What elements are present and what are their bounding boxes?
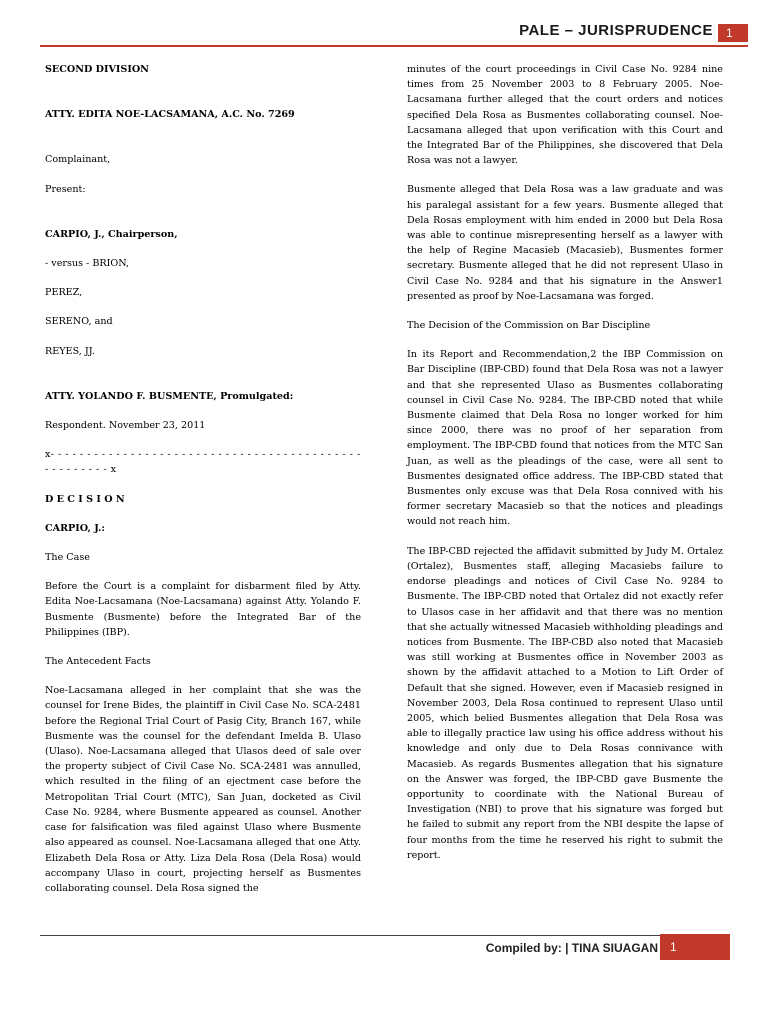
footer-divider [40,935,728,936]
complainant-name: ATTY. EDITA NOE-LACSAMANA, A.C. No. 7269 [45,109,295,121]
ponente-line: CARPIO, J.: [45,522,105,534]
header-divider [40,45,748,47]
justice-sereno: SERENO, and [45,316,113,328]
footer-page-number: 1 [660,934,730,960]
justice-perez: PEREZ, [45,287,83,299]
section-heading-antecedent-facts: The Antecedent Facts [45,656,151,668]
decision-heading: D E C I S I O N [45,493,125,505]
section-heading-the-case: The Case [45,552,90,564]
chairperson-line: CARPIO, J., Chairperson, [45,228,178,240]
versus-line: - versus - BRION, [45,258,130,270]
paragraph-cbd-report: In its Report and Recommendation,2 the IBP Commission on Bar Discipline (IBP-CBD) found that Dela Rosa was not a lawyer and that she represented Ulaso as Busmentes collaborating counsel in Civil Case No. 9284. The IBP-CBD noted that while Busmente claimed that Dela Rosa no longer worked for him since 2000, there was no proof of her separation from employment. The IBP-CBD found that notices from the MTC San Juan, as well as the pleadings of the case, were all sent to Busmentes designated office address. The IBP-CBD stated that Busmentes only excuse was that Dela Rosa connived with his former secretary Macasieb so that the notices and pleadings would not reach him. [407,349,723,528]
paragraph-antecedent-facts: Noe-Lacsamana alleged in her complaint that she was the counsel for Irene Bides, the plaintiff in Civil Case No. SCA-2481 before the Regional Trial Court of Pasig City, Branch 167, while Busmente was the counsel for the defendant Imelda B. Ulaso (Ulaso). Noe-Lacsamana alleged that Ulasos deed of sale over the property subject of Civil Case No. SCA-2481 was annulled, which resulted in the filing of an ejectment case before the Metropolitan Trial Court (MTC), San Juan, docketed as Civil Case No. 9284, where Busmente appeared as counsel. Another case for falsification was filed against Ulaso where Busmente also appeared as counsel. Noe-Lacsamana alleged that one Atty. Elizabeth Dela Rosa or Atty. Liza Dela Rosa (Dela Rosa) would accompany Ulaso in court, projecting herself as Busmentes collaborating counsel. Dela Rosa signed the [45,685,361,894]
complainant-label: Complainant, [45,154,111,166]
separator-line: x- - - - - - - - - - - - - - - - - - - - - - - - - - - - - - - - - - - - - - - - - - - - - - - - - - - - x [45,449,361,476]
right-column [407,62,723,863]
paragraph-minutes-continuation: minutes of the court proceedings in Civil Case No. 9284 nine times from 25 November 2003 to 8 February 2005. Noe-Lacsamana further alleged that the court orders and notices specified Dela Rosa as Busmentes collaborating counsel. Noe-Lacsamana alleged that upon verification with this Court and the Integrated Bar of the Philippines, she discovered that Dela Rosa was not a lawyer. [407,64,723,167]
page-header-title: PALE – JURISPRUDENCE [519,22,713,39]
respondent-name: ATTY. YOLANDO F. BUSMENTE, Promulgated: [45,390,294,402]
footer-compiled-by: Compiled by: | TINA SIUAGAN [485,941,658,955]
header-page-number: 1 [718,24,748,42]
present-label: Present: [45,183,86,195]
paragraph-busmente-allegation: Busmente alleged that Dela Rosa was a law graduate and was his paralegal assistant for a few years. Busmente alleged that Dela Rosas employment with him ended in 2000 but Dela Rosa was able to continue misrepresenting herself as a lawyer with the help of Regine Macasieb (Macasieb), Busmentes former secretary. Busmente alleged that he did not represent Ulaso in Civil Case No. 9284 and that his signature in the Answer1 presented as proof by Noe-Lacsamana was forged. [407,184,723,302]
justice-reyes: REYES, JJ. [45,345,95,357]
paragraph-cbd-affidavit: The IBP-CBD rejected the affidavit submitted by Judy M. Ortalez (Ortalez), Busmentes staff, alleging Macasiebs failure to endorse pleadings and notices of Civil Case No. 9284 to Busmente. The IBP-CBD noted that Ortalez did not exactly refer to Ulasos case in her affidavit and that there was no mention that she actually witnessed Macasieb withholding pleadings and notices from Busmente. The IBP-CBD also noted that Macasieb was still working at Busmentes office in November 2003 as shown by the affidavit attached to a Motion to Lift Order of Default that she signed. However, even if Macasieb resigned in November 2003, Dela Rosa continued to represent Ulaso until 2005, which belied Busmentes allegation that Dela Rosa was able to illegally practice law using his office address without his knowledge and only due to Dela Rosas connivance with Macasieb. As regards Busmentes allegation that his signature on the Answer was forged, the IBP-CBD gave Busmente the opportunity to coordinate with the National Bureau of Investigation (NBI) to prove that his signature was forged but he failed to submit any report from the NBI despite the lapse of four months from the time he reserved his right to submit the report. [407,545,723,861]
division-heading: SECOND DIVISION [45,64,149,75]
section-heading-cbd-decision: The Decision of the Commission on Bar Discipline [407,320,651,332]
respondent-promulgated-date: Respondent. November 23, 2011 [45,420,206,432]
paragraph-the-case: Before the Court is a complaint for disbarment filed by Atty. Edita Noe-Lacsamana (Noe-Lacsamana) against Atty. Yolando F. Busmente (Busmente) before the Integrated Bar of the Philippines (IBP). [45,581,361,638]
left-column [45,62,361,896]
